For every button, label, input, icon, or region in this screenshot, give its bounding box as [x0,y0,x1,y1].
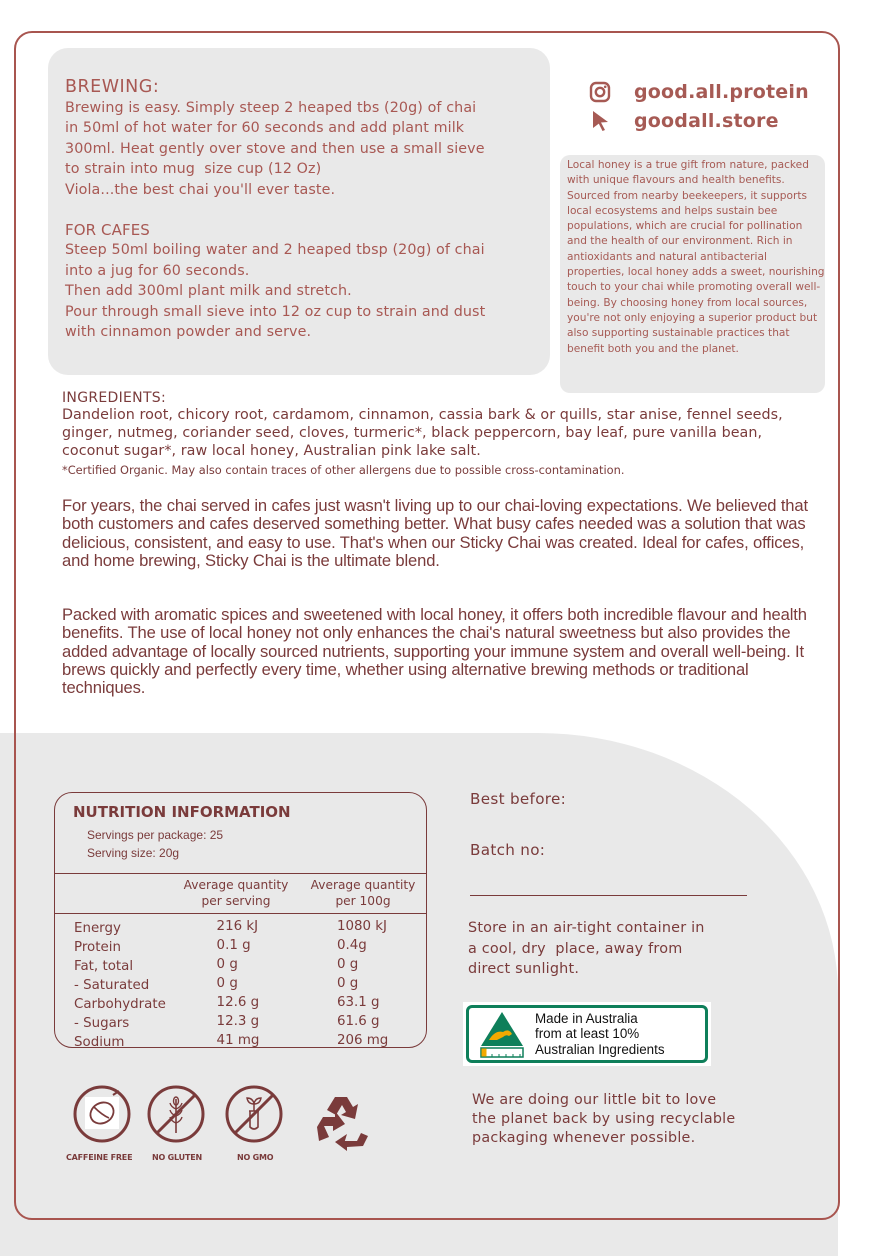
cafes-line: Then add 300ml plant milk and stretch. [65,283,352,300]
recycling-statement: We are doing our little bit to love the planet back by using recyclable packaging whenever possible. [472,1092,736,1147]
caffeine-free-icon [73,1085,131,1143]
honey-description: Local honey is a true gift from nature, packed with unique flavours and health benefits. Sourced from nearby beekeepers, it supports local ecosystems and helps sustain bee populations, which are crucial for pollination and the health of our environment. Rich in antioxidants and natural antibacterial properties, local honey adds a sweet, nourishing touch to your chai while promoting overall well-being. By choosing honey from local sources, you're not only enjoying a superior product but also supporting sustainable practices that benefit both you and the planet. [567,159,825,355]
nutrition-title: NUTRITION INFORMATION [73,803,291,821]
servings-per-package: Servings per package: 25 [87,828,224,842]
nutrition-row: Protein 0.1 g 0.4g [74,938,367,955]
allergen-note: *Certified Organic. May also contain traces of other allergens due to possible cross-contamination. [62,463,625,477]
no-gmo-badge [225,1085,283,1147]
nutrition-row: - Saturated 0 g 0 g [74,976,359,993]
nutrition-panel [54,792,427,1048]
nutrition-row: - Sugars 12.3 g 61.6 g [74,1014,380,1031]
serving-info [87,826,223,862]
website-url: goodall.store [634,109,779,132]
no-gmo-icon [225,1085,283,1143]
cafes-line: into a jug for 60 seconds. [65,262,250,279]
ingredients-title: INGREDIENTS: [62,390,167,406]
best-before-label: Best before: [470,790,567,808]
recycle-badge [313,1093,373,1155]
caffeine-free-label: CAFFEINE FREE [66,1153,133,1162]
instagram-icon [588,80,612,104]
nutrition-row: Carbohydrate 12.6 g 63.1 g [74,995,380,1012]
brewing-line: in 50ml of hot water for 60 seconds and add plant milk [65,120,465,137]
australian-made-text: Made in Australia from at least 10% Australian Ingredients [535,1010,665,1057]
brewing-line: to strain into mug size cup (12 Oz) [65,161,322,178]
nutrition-row: Energy 216 kJ 1080 kJ [74,919,387,936]
story-paragraph-2: Packed with aromatic spices and sweetened with local honey, it offers both incredible flavour and health benefits. The use of local honey not only enhances the chai's natural sweetness but also provides the added advantage of locally sourced nutrients, supporting your immune system and overall well-being. It brews quickly and perfectly every time, whether using alternative brewing methods or traditional techniques. [62,605,807,698]
cafes-line: with cinnamon powder and serve. [65,324,312,341]
brewing-line: Viola...the best chai you'll ever taste. [65,181,336,198]
brewing-instructions [65,76,545,342]
instagram-handle: good.all.protein [634,80,809,103]
column-header-per-100g: Average quantity per 100g [310,878,416,908]
storage-instructions: Store in an air-tight container in a cool, dry place, away from direct sunlight. [468,920,705,978]
ingredients-list: Dandelion root, chicory root, cardamom, cinnamon, cassia bark & or quills, star anise, fennel seeds, ginger, nutmeg, coriander seed, cloves, turmeric*, black peppercorn, bay leaf, pure vanilla bean, coconut sugar*, raw local honey, Australian pink lake salt. [62,407,783,459]
website-link[interactable] [588,106,809,135]
cafes-line: Steep 50ml boiling water and 2 heaped tbsp (20g) of chai [65,242,485,259]
story-paragraph-1: For years, the chai served in cafes just wasn't living up to our chai-loving expectations. We believed that both customers and cafes deserved something better. What busy cafes needed was a solution that was delicious, consistent, and easy to use. That's when our Sticky Chai was created. Ideal for cafes, offices, and home brewing, Sticky Chai is the ultimate blend. [62,496,808,570]
batch-number-label: Batch no: [470,841,546,859]
nutrition-row: Fat, total 0 g 0 g [74,957,359,974]
nutrition-divider [54,913,427,914]
column-header-per-serving: Average quantity per serving [183,878,289,908]
nutrition-row: Sodium 41 mg 206 mg [74,1033,389,1050]
serving-size: Serving size: 20g [87,846,180,860]
recycle-icon [313,1093,373,1151]
nutrition-rows [74,918,414,1051]
social-links [588,77,809,135]
brewing-title: BREWING: [65,77,160,97]
no-gluten-icon [147,1085,205,1143]
caffeine-free-badge [73,1085,131,1147]
nutrition-divider [54,873,427,874]
ingredients-section [62,390,822,479]
no-gluten-badge [147,1085,205,1147]
no-gluten-label: NO GLUTEN [152,1153,202,1162]
no-gmo-label: NO GMO [237,1153,274,1162]
cafes-title: FOR CAFES [65,221,150,240]
cafes-line: Pour through small sieve into 12 oz cup to strain and dust [65,303,486,320]
brewing-line: Brewing is easy. Simply steep 2 heaped tbs (20g) of chai [65,100,477,116]
cursor-icon [588,109,612,133]
divider-line [470,895,747,896]
instagram-link[interactable] [588,77,809,106]
brewing-line: 300ml. Heat gently over stove and then use a small sieve [65,140,485,157]
australian-made-badge [463,1002,711,1066]
australian-made-logo-icon [479,1010,525,1058]
